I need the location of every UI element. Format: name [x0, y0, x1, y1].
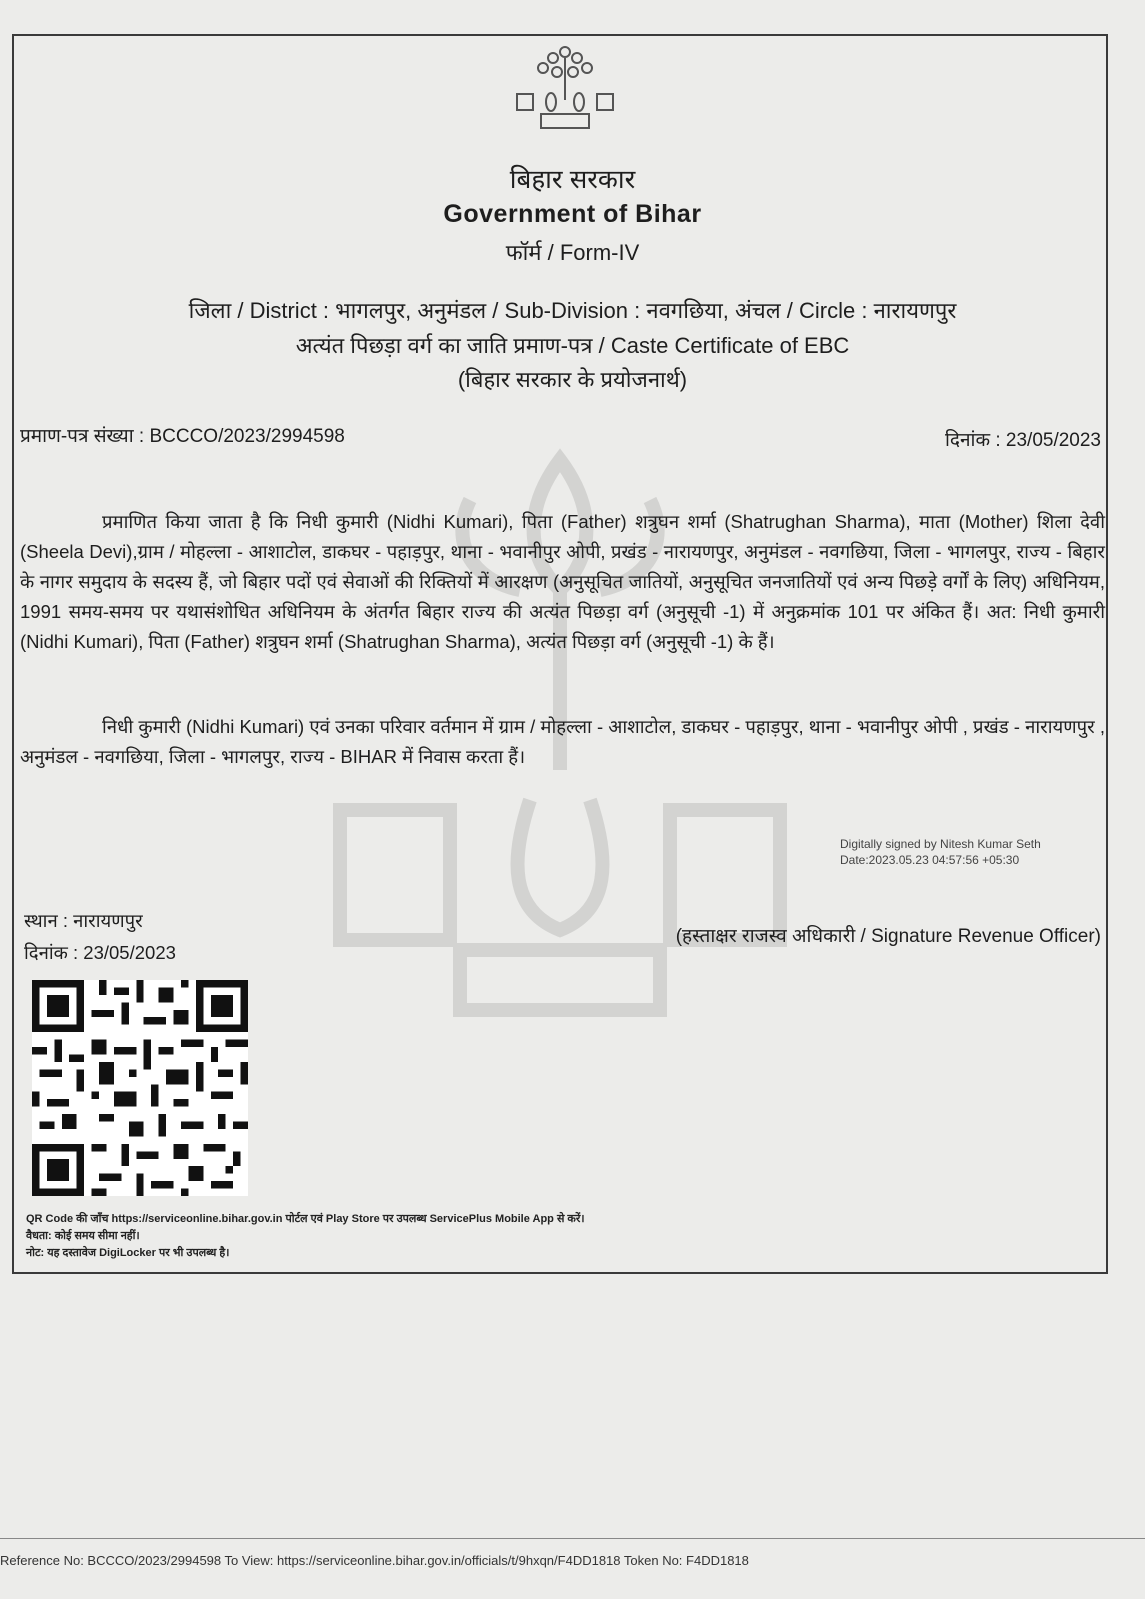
qr-verification-note: QR Code की जाँच https://serviceonline.bihar.gov.in पोर्टल एवं Play Store पर उपलब्ध ServicePlus Mobile App से करें।: [26, 1213, 585, 1225]
bihar-emblem-icon: [515, 38, 615, 138]
place-date-label: दिनांक : 23/05/2023: [24, 942, 176, 963]
form-label: फॉर्म / Form-IV: [505, 240, 640, 265]
certificate-number: प्रमाण-पत्र संख्या : BCCCO/2023/2994598: [20, 426, 345, 447]
footnotes: [26, 1211, 585, 1262]
certificate-paragraph-2: निधी कुमारी (Nidhi Kumari) एवं उनका परिवार वर्तमान में ग्राम / मोहल्ला - आशाटोल, डाकघर - पहाड़पुर, थाना - भवानीपुर ओपी , प्रखंड - नारायणपुर , अनुमंडल - नवगछिया, जिला - भागलपुर, राज्य - BIHAR में निवास करता हैं।: [20, 716, 1105, 767]
caste-certificate-title: अत्यंत पिछड़ा वर्ग का जाति प्रमाण-पत्र / Caste Certificate of EBC: [295, 333, 850, 358]
hindi-title: बिहार सरकार: [509, 164, 636, 194]
certificate-paragraph-1: प्रमाणित किया जाता है कि निधी कुमारी (Nidhi Kumari), पिता (Father) शत्रुघन शर्मा (Shatrughan Sharma), माता (Mother) शिला देवी (Sheela Devi),ग्राम / मोहल्ला - आशाटोल, डाकघर - पहाड़पुर, थाना - भवानीपुर ओपी, प्रखंड - नारायणपुर, अनुमंडल - नवगछिया, जिला - भागलपुर, राज्य - बिहार के नागर समुदाय के सदस्य हैं, जो बिहार पदों एवं सेवाओं की रिक्तियों में आरक्षण (अनुसूचित जातियों, अनुसूचित जनजातियों एवं अन्य पिछड़े वर्गों के लिए) अधिनियम, 1991 समय-समय पर यथासंशोधित अधिनियम के अंतर्गत बिहार राज्य की अत्यंत पिछड़ा वर्ग (अनुसूची -1) में अनुक्रमांक 101 पर अंकित हैं। अत: निधी कुमारी (Nidhi Kumari), पिता (Father) शत्रुघन शर्मा (Shatrughan Sharma), अत्यंत पिछड़ा वर्ग (अनुसूची -1) के हैं।: [20, 511, 1105, 652]
government-title: Government of Bihar: [443, 200, 702, 228]
digital-signature-date: Date:2023.05.23 04:57:56 +05:30: [840, 853, 1020, 867]
district-line: जिला / District : भागलपुर, अनुमंडल / Sub-Division : नवगछिया, अंचल / Circle : नारायणपुर: [188, 298, 957, 323]
digital-signature: [840, 836, 1041, 868]
place-label: स्थान : नारायणपुर: [24, 910, 143, 931]
qr-code-icon[interactable]: [32, 980, 248, 1196]
signature-officer-label: (हस्ताक्षर राजस्व अधिकारी / Signature Revenue Officer): [675, 926, 1101, 947]
purpose-line: (बिहार सरकार के प्रयोजनार्थ): [457, 367, 688, 392]
digilocker-note: नोट: यह दस्तावेज DigiLocker पर भी उपलब्ध है।: [26, 1247, 230, 1259]
footer-divider: [0, 1538, 1145, 1539]
certificate-date: दिनांक : 23/05/2023: [945, 430, 1101, 451]
digital-signature-name: Digitally signed by Nitesh Kumar Seth: [840, 837, 1041, 851]
reference-line: Reference No: BCCCO/2023/2994598 To View: https://serviceonline.bihar.gov.in/officials/t/9hxqn/F4DD1818 Token No: F4DD1818: [0, 1553, 749, 1568]
validity-note: वैधता: कोई समय सीमा नहीं।: [26, 1230, 140, 1242]
